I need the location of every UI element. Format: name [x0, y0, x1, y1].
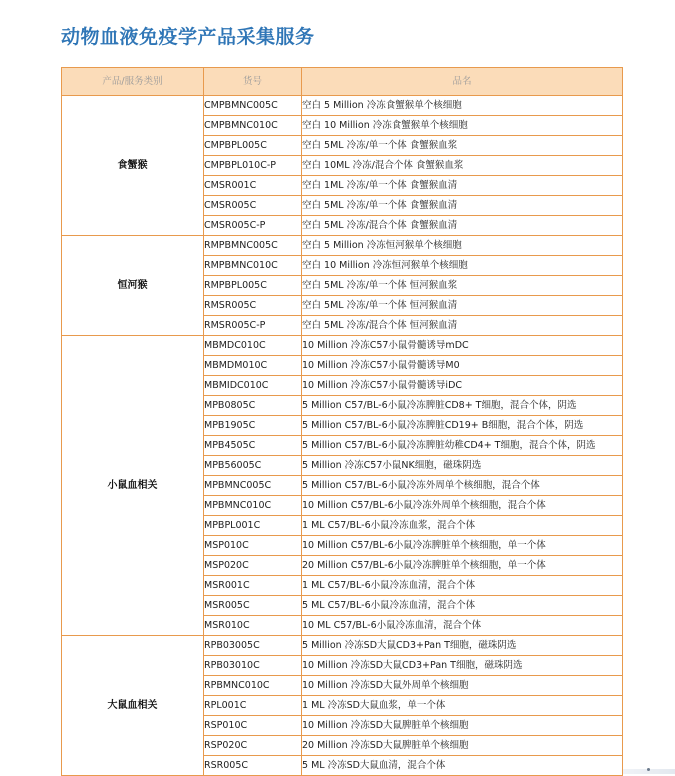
- product-name: 10 Million C57/BL-6小鼠冷冻外周单个核细胞，混合个体: [302, 496, 623, 516]
- category-cell: 小鼠血相关: [62, 336, 204, 636]
- product-name: 10 Million 冷冻SD大鼠脾脏单个核细胞: [302, 716, 623, 736]
- product-code: MPB1905C: [204, 416, 302, 436]
- table-body: [62, 96, 623, 776]
- product-code: MSR001C: [204, 576, 302, 596]
- header-category: 产品/服务类别: [62, 68, 204, 96]
- header-code: 货号: [204, 68, 302, 96]
- product-code: MPBPL001C: [204, 516, 302, 536]
- product-code: RMPBMNC010C: [204, 256, 302, 276]
- product-name: 空白 5 Million 冷冻恒河猴单个核细胞: [302, 236, 623, 256]
- page-corner-decoration: [623, 769, 675, 774]
- product-name: 5 Million C57/BL-6小鼠冷冻脾脏CD8+ T细胞，混合个体，阴选: [302, 396, 623, 416]
- product-name: 1 ML 冷冻SD大鼠血浆，单一个体: [302, 696, 623, 716]
- product-code: CMPBMNC005C: [204, 96, 302, 116]
- product-name: 10 Million 冷冻C57小鼠骨髓诱导mDC: [302, 336, 623, 356]
- category-cell: 食蟹猴: [62, 96, 204, 236]
- table-row: [62, 96, 623, 116]
- product-code: MPB56005C: [204, 456, 302, 476]
- product-name: 5 ML 冷冻SD大鼠血清，混合个体: [302, 756, 623, 776]
- product-name: 5 Million 冷冻C57小鼠NK细胞，磁珠阴选: [302, 456, 623, 476]
- category-cell: 大鼠血相关: [62, 636, 204, 776]
- product-name: 空白 5ML 冷冻/单一个体 恒河猴血清: [302, 296, 623, 316]
- product-code: RMSR005C: [204, 296, 302, 316]
- product-name: 空白 5ML 冷冻/单一个体 食蟹猴血浆: [302, 136, 623, 156]
- product-name: 5 Million C57/BL-6小鼠冷冻脾脏幼稚CD4+ T细胞，混合个体，阴选: [302, 436, 623, 456]
- product-name: 1 ML C57/BL-6小鼠冷冻血浆，混合个体: [302, 516, 623, 536]
- product-code: MBMIDC010C: [204, 376, 302, 396]
- product-code: RSP020C: [204, 736, 302, 756]
- product-name: 10 Million 冷冻SD大鼠外周单个核细胞: [302, 676, 623, 696]
- product-table: [61, 67, 623, 776]
- product-name: 空白 5ML 冷冻/单一个体 恒河猴血浆: [302, 276, 623, 296]
- product-name: 20 Million 冷冻SD大鼠脾脏单个核细胞: [302, 736, 623, 756]
- product-code: RMPBPL005C: [204, 276, 302, 296]
- product-code: MSP010C: [204, 536, 302, 556]
- category-cell: 恒河猴: [62, 236, 204, 336]
- table-row: [62, 636, 623, 656]
- product-name: 10 Million C57/BL-6小鼠冷冻脾脏单个核细胞，单一个体: [302, 536, 623, 556]
- product-name: 10 Million 冷冻C57小鼠骨髓诱导M0: [302, 356, 623, 376]
- product-code: MBMDM010C: [204, 356, 302, 376]
- product-code: CMPBMNC010C: [204, 116, 302, 136]
- product-name: 5 ML C57/BL-6小鼠冷冻血清，混合个体: [302, 596, 623, 616]
- table-row: [62, 236, 623, 256]
- product-name: 5 Million C57/BL-6小鼠冷冻外周单个核细胞，混合个体: [302, 476, 623, 496]
- product-name: 空白 5 Million 冷冻食蟹猴单个核细胞: [302, 96, 623, 116]
- header-name: 品名: [302, 68, 623, 96]
- product-name: 5 Million 冷冻SD大鼠CD3+Pan T细胞，磁珠阴选: [302, 636, 623, 656]
- product-code: RPB03010C: [204, 656, 302, 676]
- page-title: 动物血液免疫学产品采集服务: [61, 26, 315, 48]
- product-name: 空白 5ML 冷冻/单一个体 食蟹猴血清: [302, 196, 623, 216]
- product-code: RPL001C: [204, 696, 302, 716]
- product-code: MPB4505C: [204, 436, 302, 456]
- product-code: RSP010C: [204, 716, 302, 736]
- product-code: RPB03005C: [204, 636, 302, 656]
- product-name: 空白 10 Million 冷冻恒河猴单个核细胞: [302, 256, 623, 276]
- product-code: MPB0805C: [204, 396, 302, 416]
- product-code: CMSR001C: [204, 176, 302, 196]
- table-row: [62, 336, 623, 356]
- product-name: 10 ML C57/BL-6小鼠冷冻血清，混合个体: [302, 616, 623, 636]
- product-code: RMSR005C-P: [204, 316, 302, 336]
- product-name: 5 Million C57/BL-6小鼠冷冻脾脏CD19+ B细胞，混合个体，阴选: [302, 416, 623, 436]
- product-code: MPBMNC005C: [204, 476, 302, 496]
- table-header-row: [62, 68, 623, 96]
- product-code: MBMDC010C: [204, 336, 302, 356]
- product-name: 空白 10 Million 冷冻食蟹猴单个核细胞: [302, 116, 623, 136]
- product-code: MPBMNC010C: [204, 496, 302, 516]
- product-name: 空白 1ML 冷冻/单一个体 食蟹猴血清: [302, 176, 623, 196]
- product-code: CMSR005C: [204, 196, 302, 216]
- product-code: CMPBPL010C-P: [204, 156, 302, 176]
- product-name: 空白 10ML 冷冻/混合个体 食蟹猴血浆: [302, 156, 623, 176]
- product-code: MSP020C: [204, 556, 302, 576]
- product-code: MSR010C: [204, 616, 302, 636]
- product-code: RPBMNC010C: [204, 676, 302, 696]
- product-code: MSR005C: [204, 596, 302, 616]
- product-name: 10 Million 冷冻SD大鼠CD3+Pan T细胞，磁珠阴选: [302, 656, 623, 676]
- product-code: RSR005C: [204, 756, 302, 776]
- product-code: CMSR005C-P: [204, 216, 302, 236]
- corner-dot-icon: [647, 768, 650, 771]
- product-name: 空白 5ML 冷冻/混合个体 恒河猴血清: [302, 316, 623, 336]
- product-name: 10 Million 冷冻C57小鼠骨髓诱导iDC: [302, 376, 623, 396]
- product-name: 1 ML C57/BL-6小鼠冷冻血清，混合个体: [302, 576, 623, 596]
- product-name: 20 Million C57/BL-6小鼠冷冻脾脏单个核细胞，单一个体: [302, 556, 623, 576]
- product-code: CMPBPL005C: [204, 136, 302, 156]
- product-name: 空白 5ML 冷冻/混合个体 食蟹猴血清: [302, 216, 623, 236]
- product-code: RMPBMNC005C: [204, 236, 302, 256]
